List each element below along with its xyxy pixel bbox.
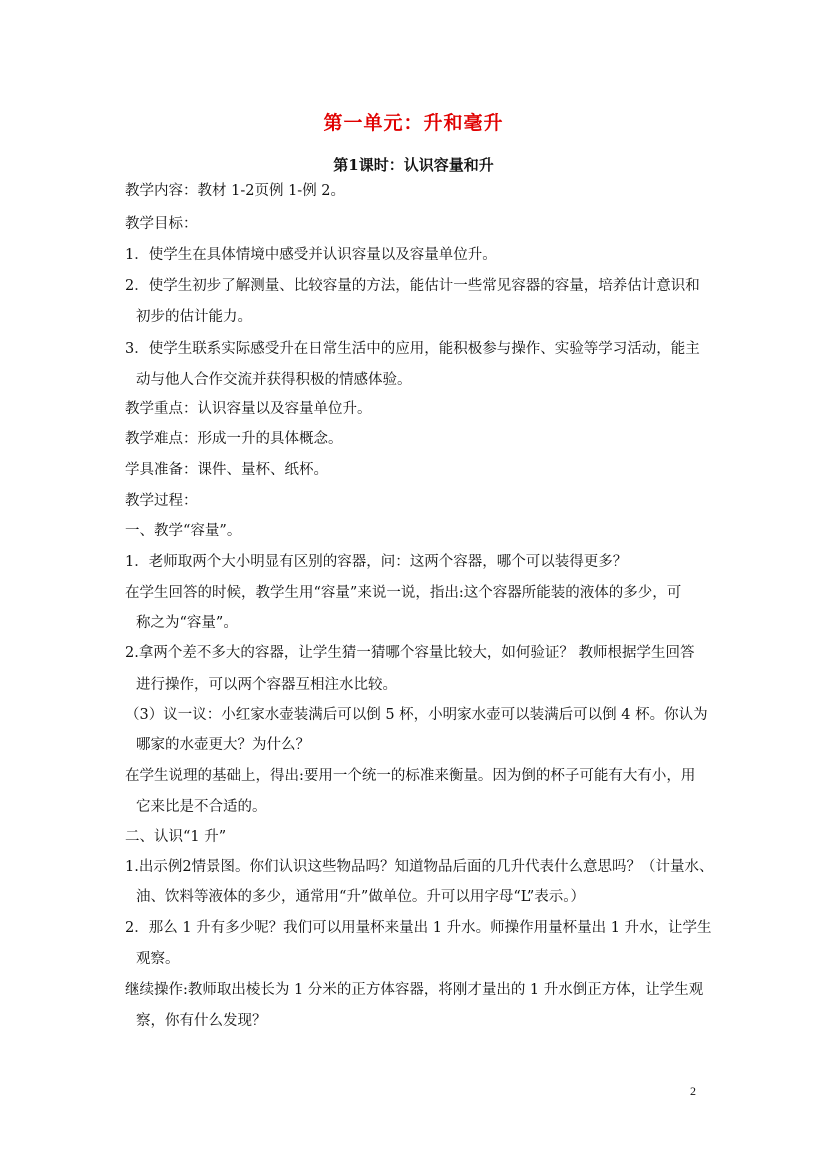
text-line: 察，你有什么发现？ — [136, 1013, 267, 1029]
text-line: 油、饮料等液体的多少，通常用“升”做单位。升可以用字母“L”表示。） — [136, 889, 586, 905]
text-line: 二、认识“1 升” — [125, 829, 227, 845]
text-line: 教学重点：认识容量以及容量单位升。 — [125, 401, 372, 417]
text-line: 教学内容：教材 1-2页例 1-例 2。 — [125, 183, 346, 199]
page-title: 第一单元：升和毫升 — [323, 112, 504, 134]
text-line: （3）议一议：小红家水壶装满后可以倒 5 杯，小明家水壶可以装满后可以倒 4 杯。你认为 — [125, 707, 708, 723]
text-line: 教学目标： — [125, 216, 198, 232]
text-line: 在学生回答的时候，教学生用“容量”来说一说，指出:这个容器所能装的液体的多少，可 — [125, 585, 682, 601]
text-line: 3．使学生联系实际感受升在日常生活中的应用，能积极参与操作、实验等学习活动，能主 — [125, 341, 700, 357]
text-line: 教学难点：形成一升的具体概念。 — [125, 431, 343, 447]
text-line: 继续操作:教师取出棱长为 1 分米的正方体容器，将刚才量出的 1 升水倒正方体，让学生观 — [125, 982, 704, 998]
text-line: 称之为“容量”。 — [136, 615, 238, 631]
text-line: 它来比是不合适的。 — [136, 799, 267, 815]
text-line: 1．使学生在具体情境中感受并认识容量以及容量单位升。 — [125, 247, 497, 263]
lesson-subtitle: 第1课时：认识容量和升 — [333, 156, 494, 174]
text-line: 2．使学生初步了解测量、比较容量的方法，能估计一些常见容器的容量，培养估计意识和 — [125, 278, 700, 294]
text-line: 2.拿两个差不多大的容器，让学生猜一猜哪个容量比较大，如何验证？ 教师根据学生回答 — [125, 645, 695, 661]
text-line: 1.出示例2情景图。你们认识这些物品吗？知道物品后面的几升代表什么意思吗？（计量水、 — [125, 859, 714, 875]
text-line: 教学过程： — [125, 493, 198, 509]
text-line: 1．老师取两个大小明显有区别的容器，问：这两个容器，哪个可以装得更多？ — [125, 554, 628, 570]
text-line: 观察。 — [136, 951, 180, 967]
text-line: 在学生说理的基础上，得出:要用一个统一的标准来衡量。因为倒的杯子可能有大有小，用 — [125, 768, 696, 784]
page-number: 2 — [690, 1084, 696, 1098]
text-line: 学具准备：课件、量杯、纸杯。 — [125, 462, 328, 478]
text-line: 2．那么 1 升有多少呢？我们可以用量杯来量出 1 升水。师操作用量杯量出 1 升水，让学生 — [125, 920, 712, 936]
text-line: 动与他人合作交流并获得积极的情感体验。 — [136, 372, 412, 388]
text-line: 一、教学“容量”。 — [125, 523, 242, 539]
text-line: 初步的估计能力。 — [136, 309, 252, 325]
text-line: 进行操作，可以两个容器互相注水比较。 — [136, 677, 397, 693]
text-line: 哪家的水壶更大？为什么？ — [136, 737, 310, 753]
